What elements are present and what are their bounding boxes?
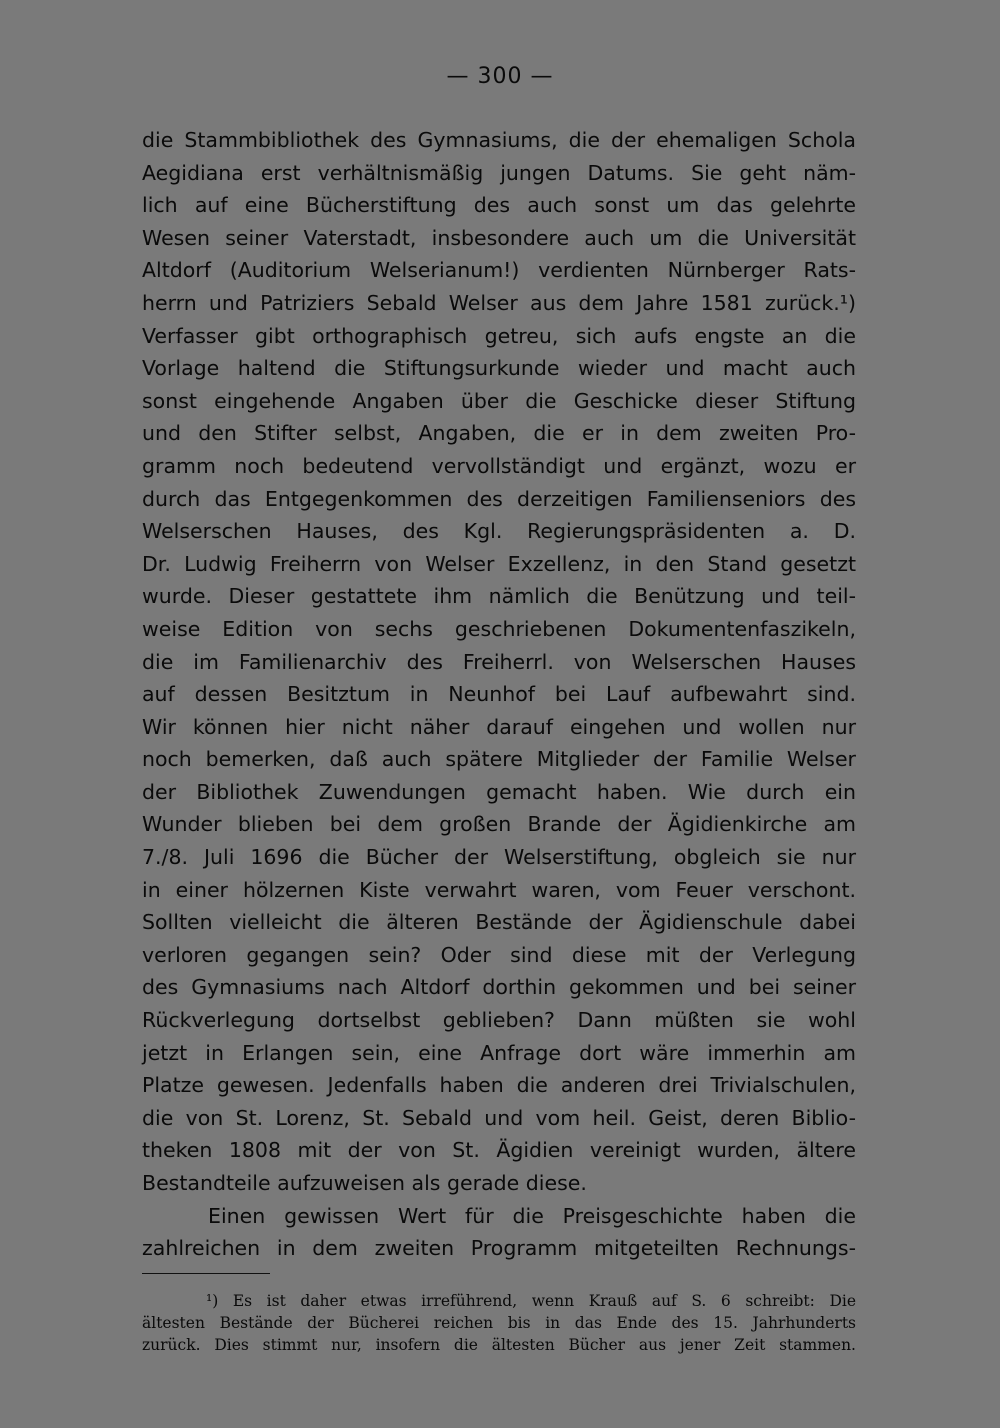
text-line: lich auf eine Bücherstiftung des auch sonst um das gelehrte (142, 193, 856, 218)
text-line: jetzt in Erlangen sein, eine Anfrage dort wäre immerhin am (142, 1040, 856, 1065)
text-line: sonst eingehende Angaben über die Geschicke dieser Stiftung (142, 388, 856, 413)
text-line: Vorlage haltend die Stiftungsurkunde wieder und macht auch (142, 356, 856, 381)
page-number: — 300 — (446, 64, 554, 89)
text-line: Welserschen Hauses, des Kgl. Regierungspräsidenten a. D. (142, 519, 856, 544)
text-line: Bestandteile aufzuweisen als gerade diese. (142, 1171, 587, 1195)
text-line: des Gymnasiums nach Altdorf dorthin gekommen und bei seiner (142, 975, 856, 1000)
text-line: Wesen seiner Vaterstadt, insbesondere auch um die Universität (142, 225, 856, 250)
text-line: die im Familienarchiv des Freiherrl. von Welserschen Hauses (142, 649, 856, 674)
text-line: verloren gegangen sein? Oder sind diese mit der Verlegung (142, 942, 856, 967)
text-line: Rückverlegung dortselbst geblieben? Dann müßten sie wohl (142, 1008, 856, 1033)
text-line: gramm noch bedeutend vervollständigt und ergänzt, wozu er (142, 453, 856, 478)
footnote-divider (142, 1273, 270, 1274)
footnote-line: ältesten Bestände der Bücherei reichen bis in das Ende des 15. Jahrhunderts (142, 1314, 856, 1332)
text-line: in einer hölzernen Kiste verwahrt waren, vom Feuer verschont. (142, 877, 856, 902)
text-line: die von St. Lorenz, St. Sebald und vom heil. Geist, deren Biblio- (142, 1105, 856, 1130)
text-line: zahlreichen in dem zweiten Programm mitgeteilten Rechnungs- (142, 1236, 856, 1261)
text-line: herrn und Patriziers Sebald Welser aus dem Jahre 1581 zurück.¹) (142, 290, 856, 315)
footnote-line: ¹) Es ist daher etwas irreführend, wenn Krauß auf S. 6 schreibt: Die (206, 1292, 856, 1310)
text-line: Altdorf (Auditorium Welserianum!) verdienten Nürnberger Rats- (142, 258, 856, 283)
text-line: Dr. Ludwig Freiherrn von Welser Exzellenz, in den Stand gesetzt (142, 551, 856, 576)
text-line: und den Stifter selbst, Angaben, die er in dem zweiten Pro- (142, 421, 856, 446)
text-line: Wunder blieben bei dem großen Brande der Ägidienkirche am (142, 812, 856, 837)
text-line: noch bemerken, daß auch spätere Mitglieder der Familie Welser (142, 747, 856, 772)
text-line: durch das Entgegenkommen des derzeitigen Familienseniors des (142, 486, 856, 511)
text-line: Wir können hier nicht näher darauf eingehen und wollen nur (142, 714, 856, 739)
text-line: weise Edition von sechs geschriebenen Dokumentenfaszikeln, (142, 616, 856, 641)
text-line: 7./8. Juli 1696 die Bücher der Welserstiftung, obgleich sie nur (142, 845, 856, 870)
text-line: der Bibliothek Zuwendungen gemacht haben. Wie durch ein (142, 779, 856, 804)
text-line: Platze gewesen. Jedenfalls haben die anderen drei Trivialschulen, (142, 1073, 856, 1098)
text-line: Verfasser gibt orthographisch getreu, sich aufs engste an die (142, 323, 856, 348)
footnote-line: zurück. Dies stimmt nur, insofern die ältesten Bücher aus jener Zeit stammen. (142, 1336, 856, 1354)
text-line: die Stammbibliothek des Gymnasiums, die der ehemaligen Schola (142, 128, 856, 152)
footnote (142, 1290, 856, 1356)
text-line: theken 1808 mit der von St. Ägidien vereinigt wurden, ältere (142, 1138, 856, 1163)
body-text (142, 124, 856, 1265)
text-line: wurde. Dieser gestattete ihm nämlich die Benützung und teil- (142, 584, 856, 609)
text-line: Sollten vielleicht die älteren Bestände der Ägidienschule dabei (142, 910, 856, 935)
text-line: Aegidiana erst verhältnismäßig jungen Datums. Sie geht näm- (142, 160, 856, 185)
text-line: auf dessen Besitztum in Neunhof bei Lauf aufbewahrt sind. (142, 682, 856, 707)
text-line: Einen gewissen Wert für die Preisgeschichte haben die (208, 1203, 856, 1228)
